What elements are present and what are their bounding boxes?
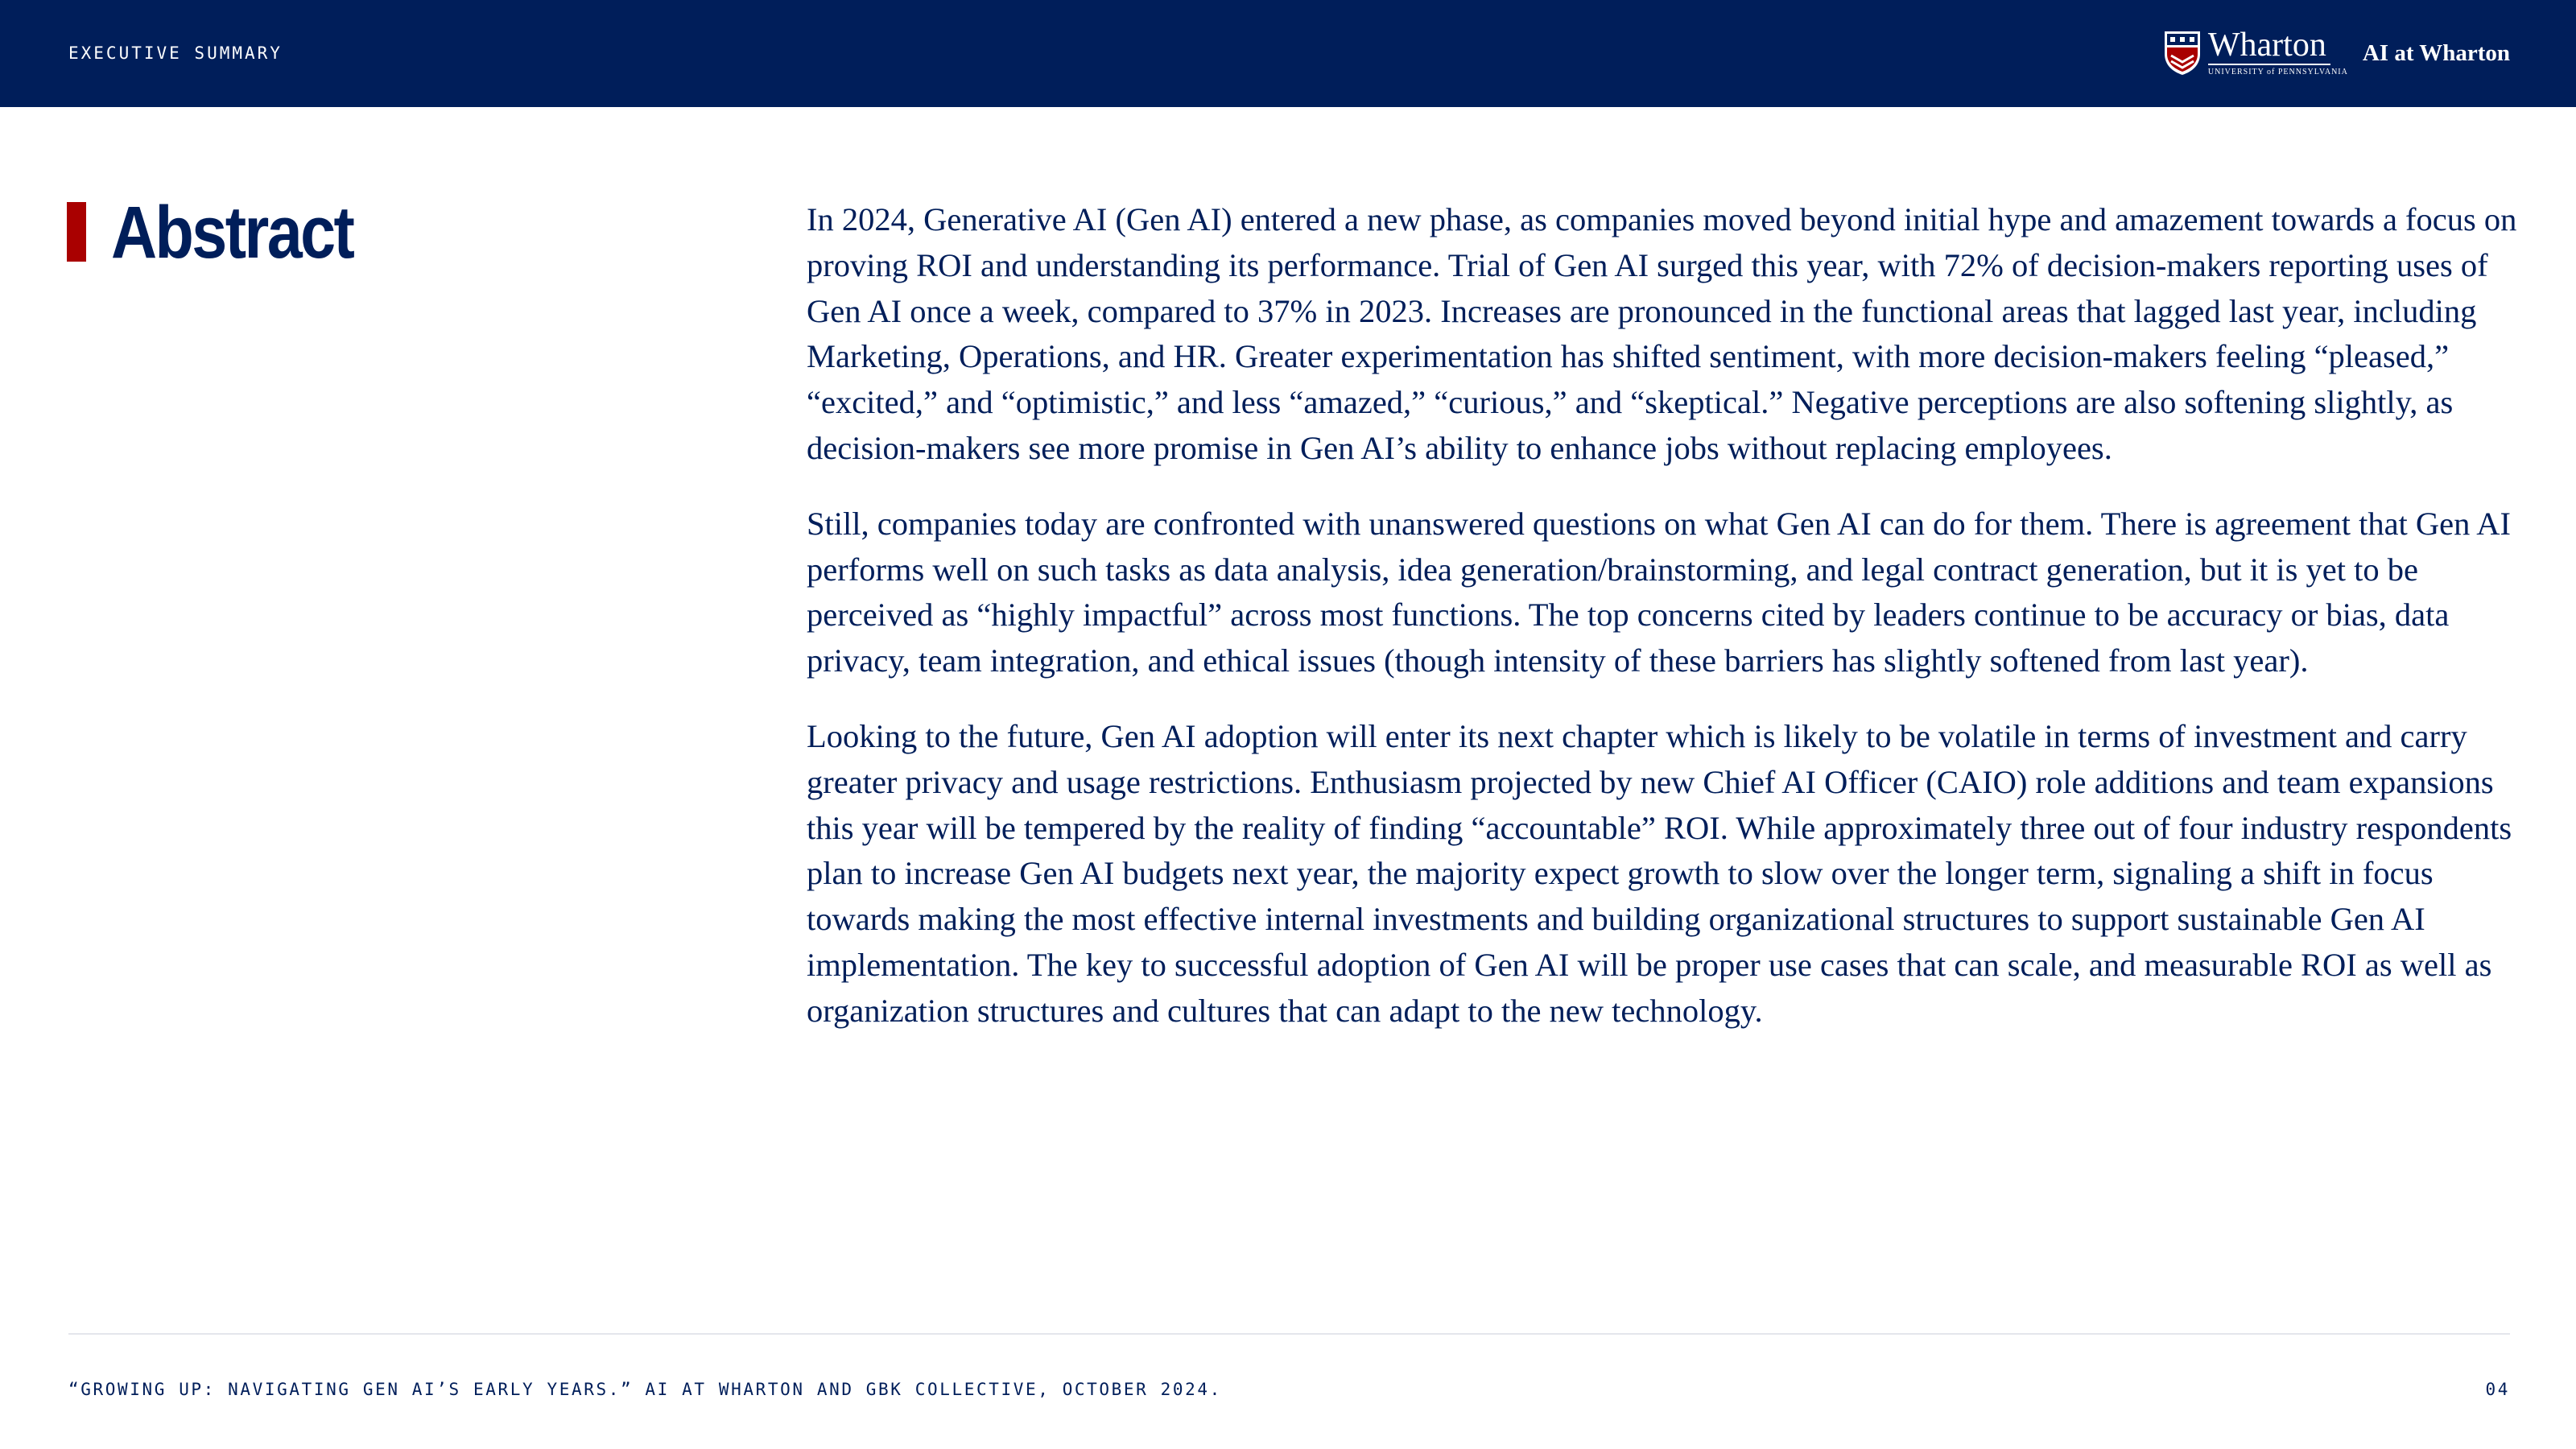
wharton-wordmark bbox=[2208, 28, 2348, 78]
page-number: 04 bbox=[2485, 1380, 2510, 1399]
wordmark-subtitle: UNIVERSITY of PENNSYLVANIA bbox=[2207, 68, 2348, 76]
abstract-body bbox=[807, 197, 2517, 1064]
wordmark-name: Wharton bbox=[2207, 27, 2326, 64]
top-banner bbox=[0, 0, 2576, 107]
abstract-paragraph-3: Looking to the future, Gen AI adoption will enter its next chapter which is likely to be volatile in terms of investment and carry greater privacy and usage restrictions. Enthusiasm projected by new Chief AI Officer (CAIO) role additions and team expansions this year will be tempered by the reality of finding “accountable” ROI. While approximately three out of four industry respondents plan to increase Gen AI budgets next year, the majority expect growth to slow over the longer term, signaling a shift in focus towards making the most effective internal investments and building organizational structures to support sustainable Gen AI implementation. The key to successful adoption of Gen AI will be proper use cases that can scale, and measurable ROI as well as organization structures and cultures that can adapt to the new technology. bbox=[807, 717, 2512, 1029]
brand-title: AI at Wharton bbox=[2362, 40, 2510, 66]
footer-divider bbox=[68, 1333, 2510, 1335]
section-label: EXECUTIVE SUMMARY bbox=[68, 43, 283, 63]
footer-citation: “GROWING UP: NAVIGATING GEN AI’S EARLY YEARS.” AI AT WHARTON AND GBK COLLECTIVE, OCTOBER 2024. bbox=[68, 1380, 1222, 1399]
title-accent-bar bbox=[67, 202, 86, 262]
brand-lockup[interactable] bbox=[2163, 27, 2510, 79]
abstract-paragraph-1: In 2024, Generative AI (Gen AI) entered a new phase, as companies moved beyond initial hype and amazement towards a focus on proving ROI and understanding its performance. Trial of Gen AI surged this year, with 72% of decision-makers reporting uses of Gen AI once a week, compared to 37% in 2023. Increases are pronounced in the functional areas that lagged last year, including Marketing, Operations, and HR. Greater experimentation has shifted sentiment, with more decision-makers feeling “pleased,” “excited,” and “optimistic,” and less “amazed,” “curious,” and “skeptical.” Negative perceptions are also softening slightly, as decision-makers see more promise in Gen AI’s ability to enhance jobs without replacing employees. bbox=[807, 201, 2517, 466]
page-title: Abstract bbox=[111, 192, 353, 274]
abstract-paragraph-2: Still, companies today are confronted with unanswered questions on what Gen AI can do for them. There is agreement that Gen AI performs well on such tasks as data analysis, idea generation/brainstorming, and legal contract generation, but it is yet to be perceived as “highly impactful” across most functions. The top concerns cited by leaders continue to be accuracy or bias, data privacy, team integration, and ethical issues (though intensity of these barriers has slightly softened from last year). bbox=[807, 505, 2512, 679]
wordmark-divider bbox=[2208, 64, 2330, 65]
penn-shield-icon bbox=[2163, 30, 2202, 76]
